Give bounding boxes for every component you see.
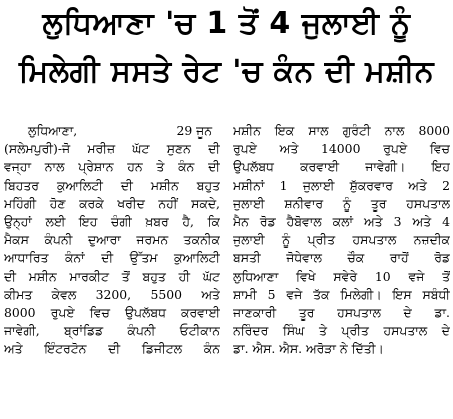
headline-line-2: ਮਿਲੇਗੀ ਸਸਤੇ ਰੇਟ 'ਚ ਕੰਨ ਦੀ ਮਸ਼ੀਨ	[18, 54, 435, 89]
article-line: ਨਰਿੰਦਰ ਸਿੰਘ ਤੇ ਪ੍ਰੀਤ ਹਸਪਤਾਲ ਦੇ	[233, 323, 450, 339]
article-line: ਉਪਲੱਬਧ ਕਰਵਾਈ ਜਾਵੇਗੀ। ਇਹ	[233, 159, 450, 175]
article-line: ਕੀਮਤ ਕੇਵਲ 3200, 5500 ਅਤੇ	[4, 286, 220, 302]
article-line: ਬਿਹਤਰ ਕੁਆਲਿਟੀ ਦੀ ਮਸ਼ੀਨ ਬਹੁਤ	[4, 177, 220, 193]
article-line: ਆਧਾਰਿਤ ਕੰਨਾਂ ਦੀ ਉੱਤਮ ਕੁਆਲਿਟੀ	[4, 250, 220, 266]
dateline	[4, 122, 220, 140]
article-line: ਜਾਵੇਗੀ, ਬ੍ਰਾਂਡਿਡ ਕੰਪਨੀ ਓਟੀਕਾਨ	[4, 323, 220, 339]
article-line: ਮੈਕਸ ਕੰਪਨੀ ਦੁਆਰਾ ਜਰਮਨ ਤਕਨੀਕ	[4, 232, 220, 248]
article-line: ਉਨ੍ਹਾਂ ਲਈ ਇਹ ਚੰਗੀ ਖ਼ਬਰ ਹੈ, ਕਿ	[4, 214, 220, 230]
article-line: ਵਜ੍ਹਾ ਨਾਲ ਪ੍ਰੇਸ਼ਾਨ ਹਨ ਤੇ ਕੰਨ ਦੀ	[4, 159, 220, 175]
article-column-left	[4, 122, 220, 359]
article-line: ਡਾ. ਐਸ. ਐਸ. ਅਰੋੜਾ ਨੇ ਦਿੱਤੀ।	[233, 341, 384, 357]
article-line: (ਸਲੇਮਪੁਰੀ)-ਜੋ ਮਰੀਜ਼ ਘੱਟ ਸੁਣਨ ਦੀ	[4, 141, 220, 157]
article-line: ਜੁਲਾਈ ਨੂੰ ਪ੍ਰੀਤ ਹਸਪਤਾਲ ਨਜ਼ਦੀਕ	[233, 232, 450, 248]
article-line: ਮਸ਼ੀਨ ਇਕ ਸਾਲ ਗੁਰੰਟੀ ਨਾਲ 8000	[233, 123, 450, 138]
article-line: ਸ਼ਾਮੀ 5 ਵਜੇ ਤੱਕ ਮਿਲੇਗੀ। ਇਸ ਸਬੰਧੀ	[233, 286, 450, 302]
article-line: ਬਸਤੀ ਜੋਧੇਵਾਲ ਚੌਕ ਰਾਹੋਂ ਰੋਡ	[233, 250, 450, 266]
dateline-city: ਲੁਧਿਆਣਾ,	[28, 123, 78, 138]
article-line: ਜਾਣਕਾਰੀ ਤੂਰ ਹਸਪਤਾਲ ਦੇ ਡਾ.	[233, 305, 450, 321]
article-line: 8000 ਰੁਪਏ ਵਿਚ ਉਪਲੱਬਧ ਕਰਵਾਈ	[4, 305, 220, 321]
article-line: ਰੁਪਏ ਅਤੇ 14000 ਰੁਪਏ ਵਿਚ	[233, 141, 450, 157]
article-line: ਮਸ਼ੀਨਾਂ 1 ਜੁਲਾਈ ਸ਼ੁੱਕਰਵਾਰ ਅਤੇ 2	[233, 177, 450, 193]
article-line: ਦੀ ਮਸ਼ੀਨ ਮਾਰਕੀਟ ਤੋਂ ਬਹੁਤ ਹੀ ਘੱਟ	[4, 268, 220, 284]
article-line: ਮੈਨ ਰੋਡ ਹੈਬੋਵਾਲ ਕਲਾਂ ਅਤੇ 3 ਅਤੇ 4	[233, 214, 450, 230]
article-line: ਮਹਿੰਗੀ ਹੋਣ ਕਰਕੇ ਖਰੀਦ ਨਹੀਂ ਸਕਦੇ,	[4, 195, 220, 211]
article-line: ਜੁਲਾਈ ਸ਼ਨੀਵਾਰ ਨੂੰ ਤੂਰ ਹਸਪਤਾਲ	[233, 195, 450, 211]
article-column-right	[233, 122, 450, 359]
dateline-date: 29 ਜੂਨ	[176, 123, 212, 138]
article-line: ਲੁਧਿਆਣਾ ਵਿਖੇ ਸਵੇਰੇ 10 ਵਜੇ ਤੋਂ	[233, 268, 450, 284]
article-line: ਅਤੇ ਇੰਟਰਟੋਨ ਦੀ ਡਿਜੀਟਲ ਕੰਨ	[4, 341, 220, 357]
headline-line-1: ਲੁਧਿਆਣਾ 'ਚ 1 ਤੋਂ 4 ਜੁਲਾਈ ਨੂੰ	[42, 6, 411, 41]
